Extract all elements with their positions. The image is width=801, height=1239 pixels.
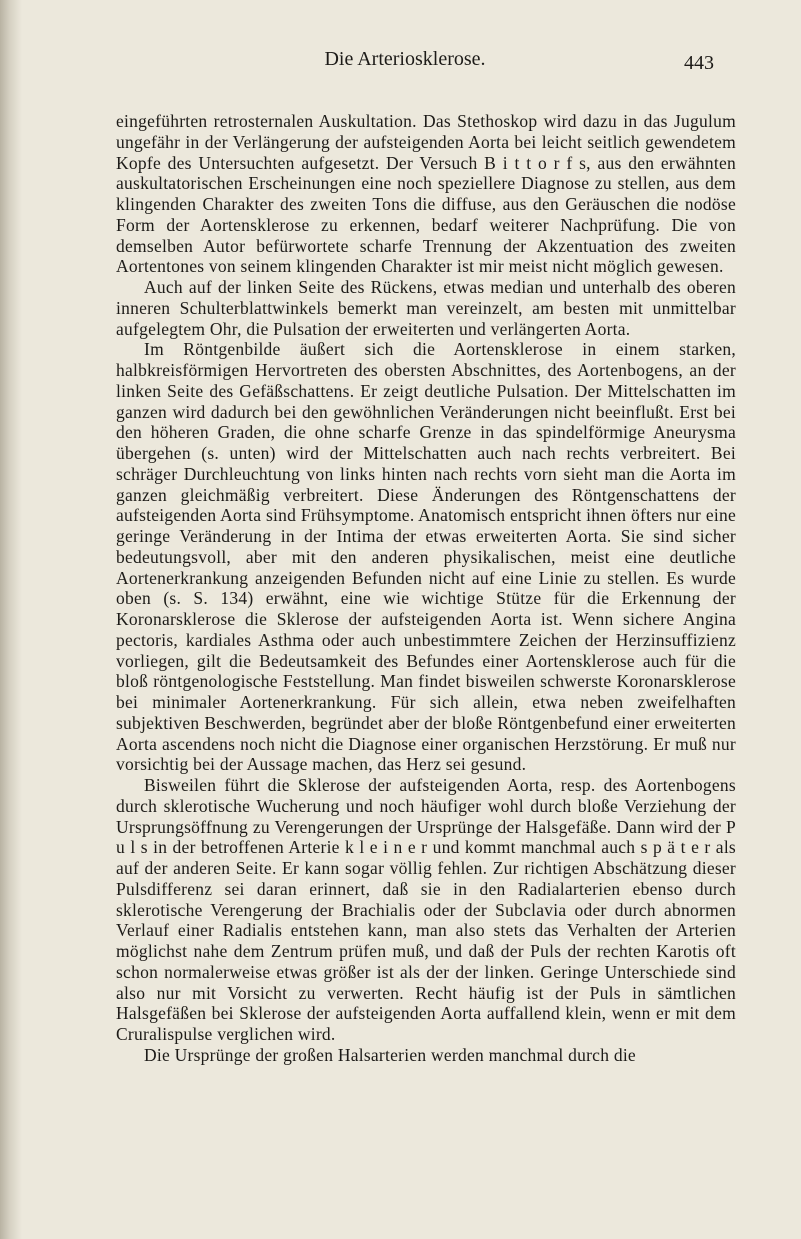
body-text (116, 111, 736, 1066)
running-head (100, 46, 714, 76)
paragraph: Die Ursprünge der großen Halsarterien werden manchmal durch die (144, 1044, 636, 1065)
paragraph: eingeführten retrosternalen Auskultation. Das Stethoskop wird dazu in das Jugulum ungefähr in der Verlängerung der aufsteigenden Aorta bei leicht seitlich gewendetem Kopfe des Untersuchten aufgesetzt. Der Versuch B i t t o r f s, aus den erwähnten auskultatorischen Erscheinungen eine noch speziellere Diagnose zu stellen, aus dem klingenden Charakter des zweiten Tons die diffuse, aus den Geräuschen die nodöse Form der Aortensklerose zu erkennen, bedarf weiterer Nachprüfung. Die von demselben Autor befürwortete scharfe Trennung der Akzentuation des zweiten Aortentones von seinem klingenden Charakter ist mir meist nicht möglich gewesen. (116, 111, 736, 277)
running-title: Die Arteriosklerose. (324, 48, 486, 70)
paragraph: Auch auf der linken Seite des Rückens, etwas median und unterhalb des oberen inneren Schulterblattwinkels bemerkt man vereinzelt, am besten mit unmittelbar aufgelegtem Ohr, die Pulsation der erweiterten und verlängerten Aorta. (116, 277, 736, 339)
page-edge-shadow (0, 0, 22, 1239)
page-number: 443 (684, 52, 714, 74)
paragraph: Bisweilen führt die Sklerose der aufsteigenden Aorta, resp. des Aortenbogens durch sklerotische Wucherung und noch häufiger wohl durch bloße Verziehung der Ursprungsöffnung zu Verengerungen der Ursprünge der Halsgefäße. Dann wird der P u l s in der betroffenen Arterie k l e i n e r und kommt manchmal auch s p ä t e r als auf der anderen Seite. Er kann sogar völlig fehlen. Zur richtigen Abschätzung dieser Pulsdifferenz sei daran erinnert, daß sie in den Radialarterien ebenso durch sklerotische Verengerung der Brachialis oder der Subclavia oder durch abnormen Verlauf einer Radialis entstehen kann, man also stets das Verhalten der Arterien möglichst nahe dem Zentrum prüfen muß, und daß der Puls der rechten Karotis oft schon normalerweise etwas größer ist als der der linken. Geringe Unterschiede sind also nur mit Vorsicht zu verwerten. Recht häufig ist der Puls in sämtlichen Halsgefäßen bei Sklerose der aufsteigenden Aorta auffallend klein, wenn er mit dem Cruralispulse verglichen wird. (116, 775, 736, 1044)
paragraph: Im Röntgenbilde äußert sich die Aortensklerose in einem starken, halbkreisförmigen Hervortreten des obersten Abschnittes, des Aortenbogens, an der linken Seite des Gefäßschattens. Er zeigt deutliche Pulsation. Der Mittelschatten im ganzen wird dadurch bei den gewöhnlichen Veränderungen nicht beeinflußt. Erst bei den höheren Graden, die ohne scharfe Grenze in das spindelförmige Aneurysma übergehen (s. unten) wird der Mittelschatten auch nach rechts verbreitert. Bei schräger Durchleuchtung von links hinten nach rechts vorn sieht man die Aorta im ganzen gleichmäßig verbreitert. Diese Änderungen des Röntgenschattens der aufsteigenden Aorta sind Frühsymptome. Anatomisch entspricht ihnen öfters nur eine geringe Veränderung in der Intima der etwas erweiterten Aorta. Sie sind sicher bedeutungsvoll, aber mit den anderen physikalischen, meist eine deutliche Aortenerkrankung anzeigenden Befunden nicht auf eine Linie zu stellen. Es wurde oben (s. S. 134) erwähnt, eine wie wichtige Stütze für die Erkennung der Koronarsklerose die Sklerose der aufsteigenden Aorta ist. Wenn sichere Angina pectoris, kardiales Asthma oder auch unbestimmtere Zeichen der Herzinsuffizienz vorliegen, gilt die Bedeutsamkeit des Befundes einer Aortensklerose auch für die bloß röntgenologische Feststellung. Man findet bisweilen schwerste Koronarsklerose bei minimaler Aortenerkrankung. Für sich allein, etwa neben zweifelhaften subjektiven Beschwerden, begründet aber der bloße Röntgenbefund einer erweiterten Aorta ascendens noch nicht die Diagnose einer organischen Herzstörung. Er muß nur vorsichtig bei der Aussage machen, das Herz sei gesund. (116, 339, 736, 775)
